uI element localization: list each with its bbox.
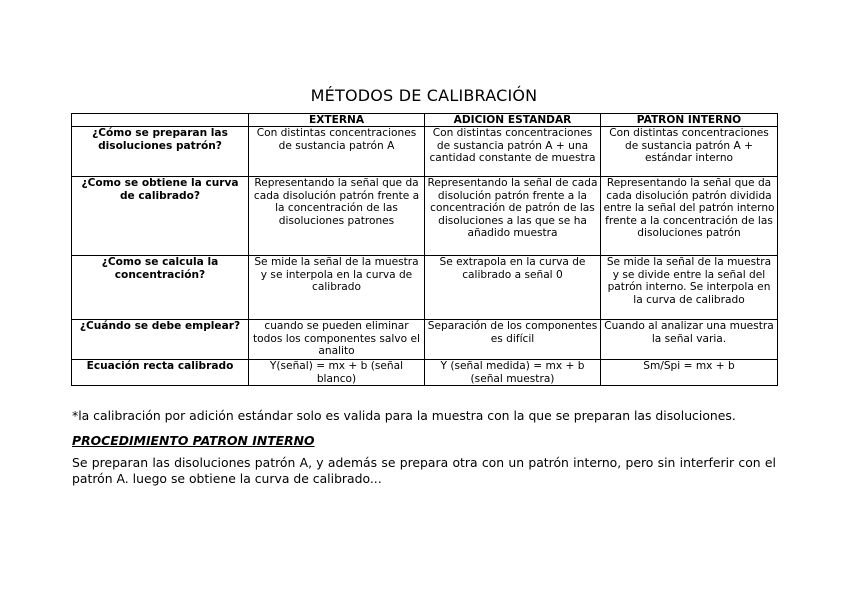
- section-heading: PROCEDIMIENTO PATRON INTERNO: [72, 433, 315, 448]
- header-externa: EXTERNA: [249, 114, 425, 127]
- table-row: [72, 127, 778, 177]
- table-cell: Y(señal) = mx + b (señal blanco): [249, 360, 425, 386]
- body-paragraph: Se preparan las disoluciones patrón A, y además se prepara otra con un patrón interno, pero sin interferir con el patrón A. luego se obtiene la curva de calibrado...: [72, 455, 776, 486]
- table-cell: Y (señal medida) = mx + b (señal muestra): [425, 360, 601, 386]
- table-cell: Se mide la señal de la muestra y se divide entre la señal del patrón interno. Se interpola en la curva de calibrado: [601, 256, 778, 320]
- table-cell: Sm/Spi = mx + b: [601, 360, 778, 386]
- table-header-row: [72, 114, 778, 127]
- header-corner: [72, 114, 249, 127]
- calibration-methods-table: [71, 113, 778, 386]
- page-title: MÉTODOS DE CALIBRACIÓN: [310, 86, 538, 105]
- table-cell: Se mide la señal de la muestra y se interpola en la curva de calibrado: [249, 256, 425, 320]
- table-cell: Con distintas concentraciones de sustancia patrón A + estándar interno: [601, 127, 778, 177]
- table-row: [72, 177, 778, 256]
- table-cell: cuando se pueden eliminar todos los componentes salvo el analito: [249, 320, 425, 360]
- table-cell: Separación de los componentes es difícil: [425, 320, 601, 360]
- table-cell: Con distintas concentraciones de sustancia patrón A: [249, 127, 425, 177]
- footnote: *la calibración por adición estándar solo es valida para la muestra con la que se preparan las disoluciones.: [72, 408, 736, 423]
- table-cell: Representando la señal que da cada disolución patrón dividida entre la señal del patrón interno frente a la concentración de las disoluciones patrón: [601, 177, 778, 256]
- row-label: Ecuación recta calibrado: [72, 360, 249, 386]
- header-patron-interno: PATRON INTERNO: [601, 114, 778, 127]
- table-row: [72, 360, 778, 386]
- row-label: ¿Cuándo se debe emplear?: [72, 320, 249, 360]
- table-cell: Representando la señal de cada disolución patrón frente a la concentración de patrón de las disoluciones a las que se ha añadido muestra: [425, 177, 601, 256]
- row-label: ¿Como se obtiene la curva de calibrado?: [72, 177, 249, 256]
- table-cell: Con distintas concentraciones de sustancia patrón A + una cantidad constante de muestra: [425, 127, 601, 177]
- table-cell: Representando la señal que da cada disolución patrón frente a la concentración de las disoluciones patrones: [249, 177, 425, 256]
- table-cell: Se extrapola en la curva de calibrado a señal 0: [425, 256, 601, 320]
- table-cell: Cuando al analizar una muestra la señal varia.: [601, 320, 778, 360]
- table-row: [72, 320, 778, 360]
- table-row: [72, 256, 778, 320]
- header-adicion-estandar: ADICION ESTANDAR: [425, 114, 601, 127]
- row-label: ¿Como se calcula la concentración?: [72, 256, 249, 320]
- row-label: ¿Cómo se preparan las disoluciones patrón?: [72, 127, 249, 177]
